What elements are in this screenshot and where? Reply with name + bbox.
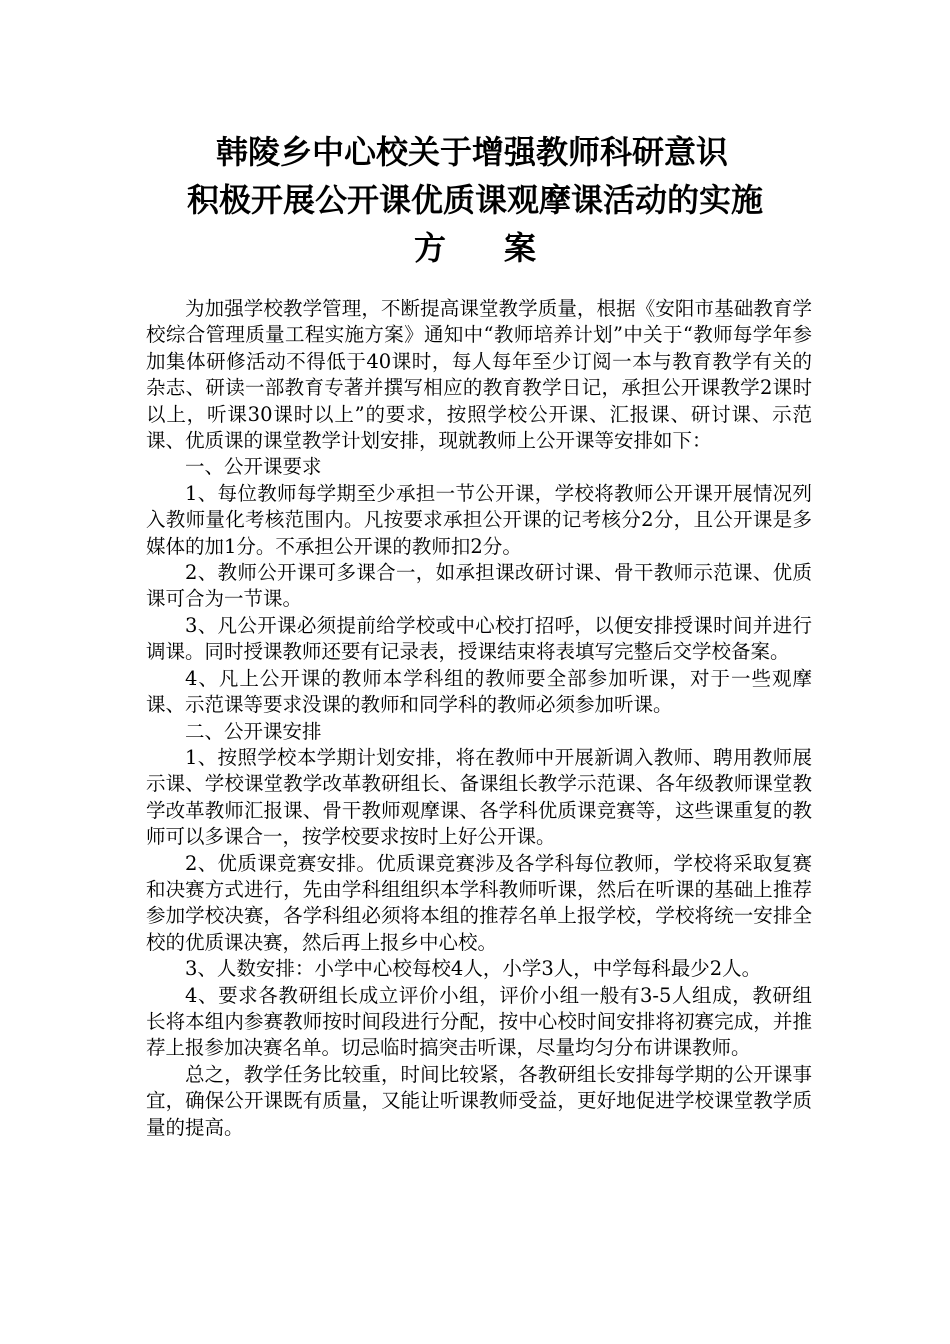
title-line-1: 韩陵乡中心校关于增强教师科研意识 bbox=[215, 133, 728, 171]
requirement-item-1: 1、每位教师每学期至少承担一节公开课，学校将教师公开课开展情况列入教师量化考核范围内。凡按要求承担公开课的记考核分2分，且公开课是多媒体的加1分。不承担公开课的教师扣2分。 bbox=[146, 481, 812, 558]
requirement-item-2: 2、教师公开课可多课合一，如承担课改研讨课、骨干教师示范课、优质课可合为一节课。 bbox=[146, 561, 812, 611]
title-line-3: 方案 bbox=[413, 229, 594, 267]
document-body bbox=[146, 296, 812, 1141]
section-heading-arrangement: 二、公开课安排 bbox=[185, 719, 322, 743]
arrangement-item-1: 1、按照学校本学期计划安排，将在教师中开展新调入教师、聘用教师展示课、学校课堂教学改革教研组长、备课组长教学示范课、各年级教师课堂教学改革教师汇报课、骨干教师观摩课、各学科优质课竞赛等，这些课重复的教师可以多课合一，按学校要求按时上好公开课。 bbox=[146, 745, 812, 849]
arrangement-item-4: 4、要求各教研组长成立评价小组，评价小组一般有3-5人组成，教研组长将本组内参赛教师按时间段进行分配，按中心校时间安排将初赛完成，并推荐上报参加决赛名单。切忌临时搞突击听课，尽量均匀分布讲课教师。 bbox=[146, 983, 812, 1060]
requirement-item-3: 3、凡公开课必须提前给学校或中心校打招呼，以便安排授课时间并进行调课。同时授课教师还要有记录表，授课结束将表填写完整后交学校备案。 bbox=[146, 613, 812, 664]
arrangement-item-2: 2、优质课竞赛安排。优质课竞赛涉及各学科每位教师，学校将采取复赛和决赛方式进行，先由学科组组织本学科教师听课，然后在听课的基础上推荐参加学校决赛，各学科组必须将本组的推荐名单上报学校，学校将统一安排全校的优质课决赛，然后再上报乡中心校。 bbox=[146, 851, 812, 954]
intro-paragraph: 为加强学校教学管理，不断提高课堂教学质量，根据《安阳市基础教育学校综合管理质量工程实施方案》通知中“教师培养计划”中关于“教师每学年参加集体研修活动不得低于40课时，每人每年至少订阅一本与教育教学有关的杂志、研读一部教育专著并撰写相应的教育教学日记，承担公开课教学2课时以上，听课30课时以上”的要求，按照学校公开课、汇报课、研讨课、示范课、优质课的课堂教学计划安排，现就教师上公开课等安排如下： bbox=[146, 297, 812, 453]
conclusion-paragraph: 总之，教学任务比较重，时间比较紧，各教研组长安排每学期的公开课事宜，确保公开课既有质量，又能让听课教师受益，更好地促进学校课堂教学质量的提高。 bbox=[146, 1062, 812, 1139]
requirement-item-4: 4、凡上公开课的教师本学科组的教师要全部参加听课，对于一些观摩课、示范课等要求没课的教师和同学科的教师必须参加听课。 bbox=[146, 666, 812, 717]
title-line-2: 积极开展公开课优质课观摩课活动的实施 bbox=[186, 181, 763, 219]
section-heading-requirements: 一、公开课要求 bbox=[185, 455, 322, 479]
arrangement-item-3: 3、人数安排：小学中心校每校4人，小学3人，中学每科最少2人。 bbox=[185, 957, 762, 981]
document-title bbox=[0, 128, 950, 272]
